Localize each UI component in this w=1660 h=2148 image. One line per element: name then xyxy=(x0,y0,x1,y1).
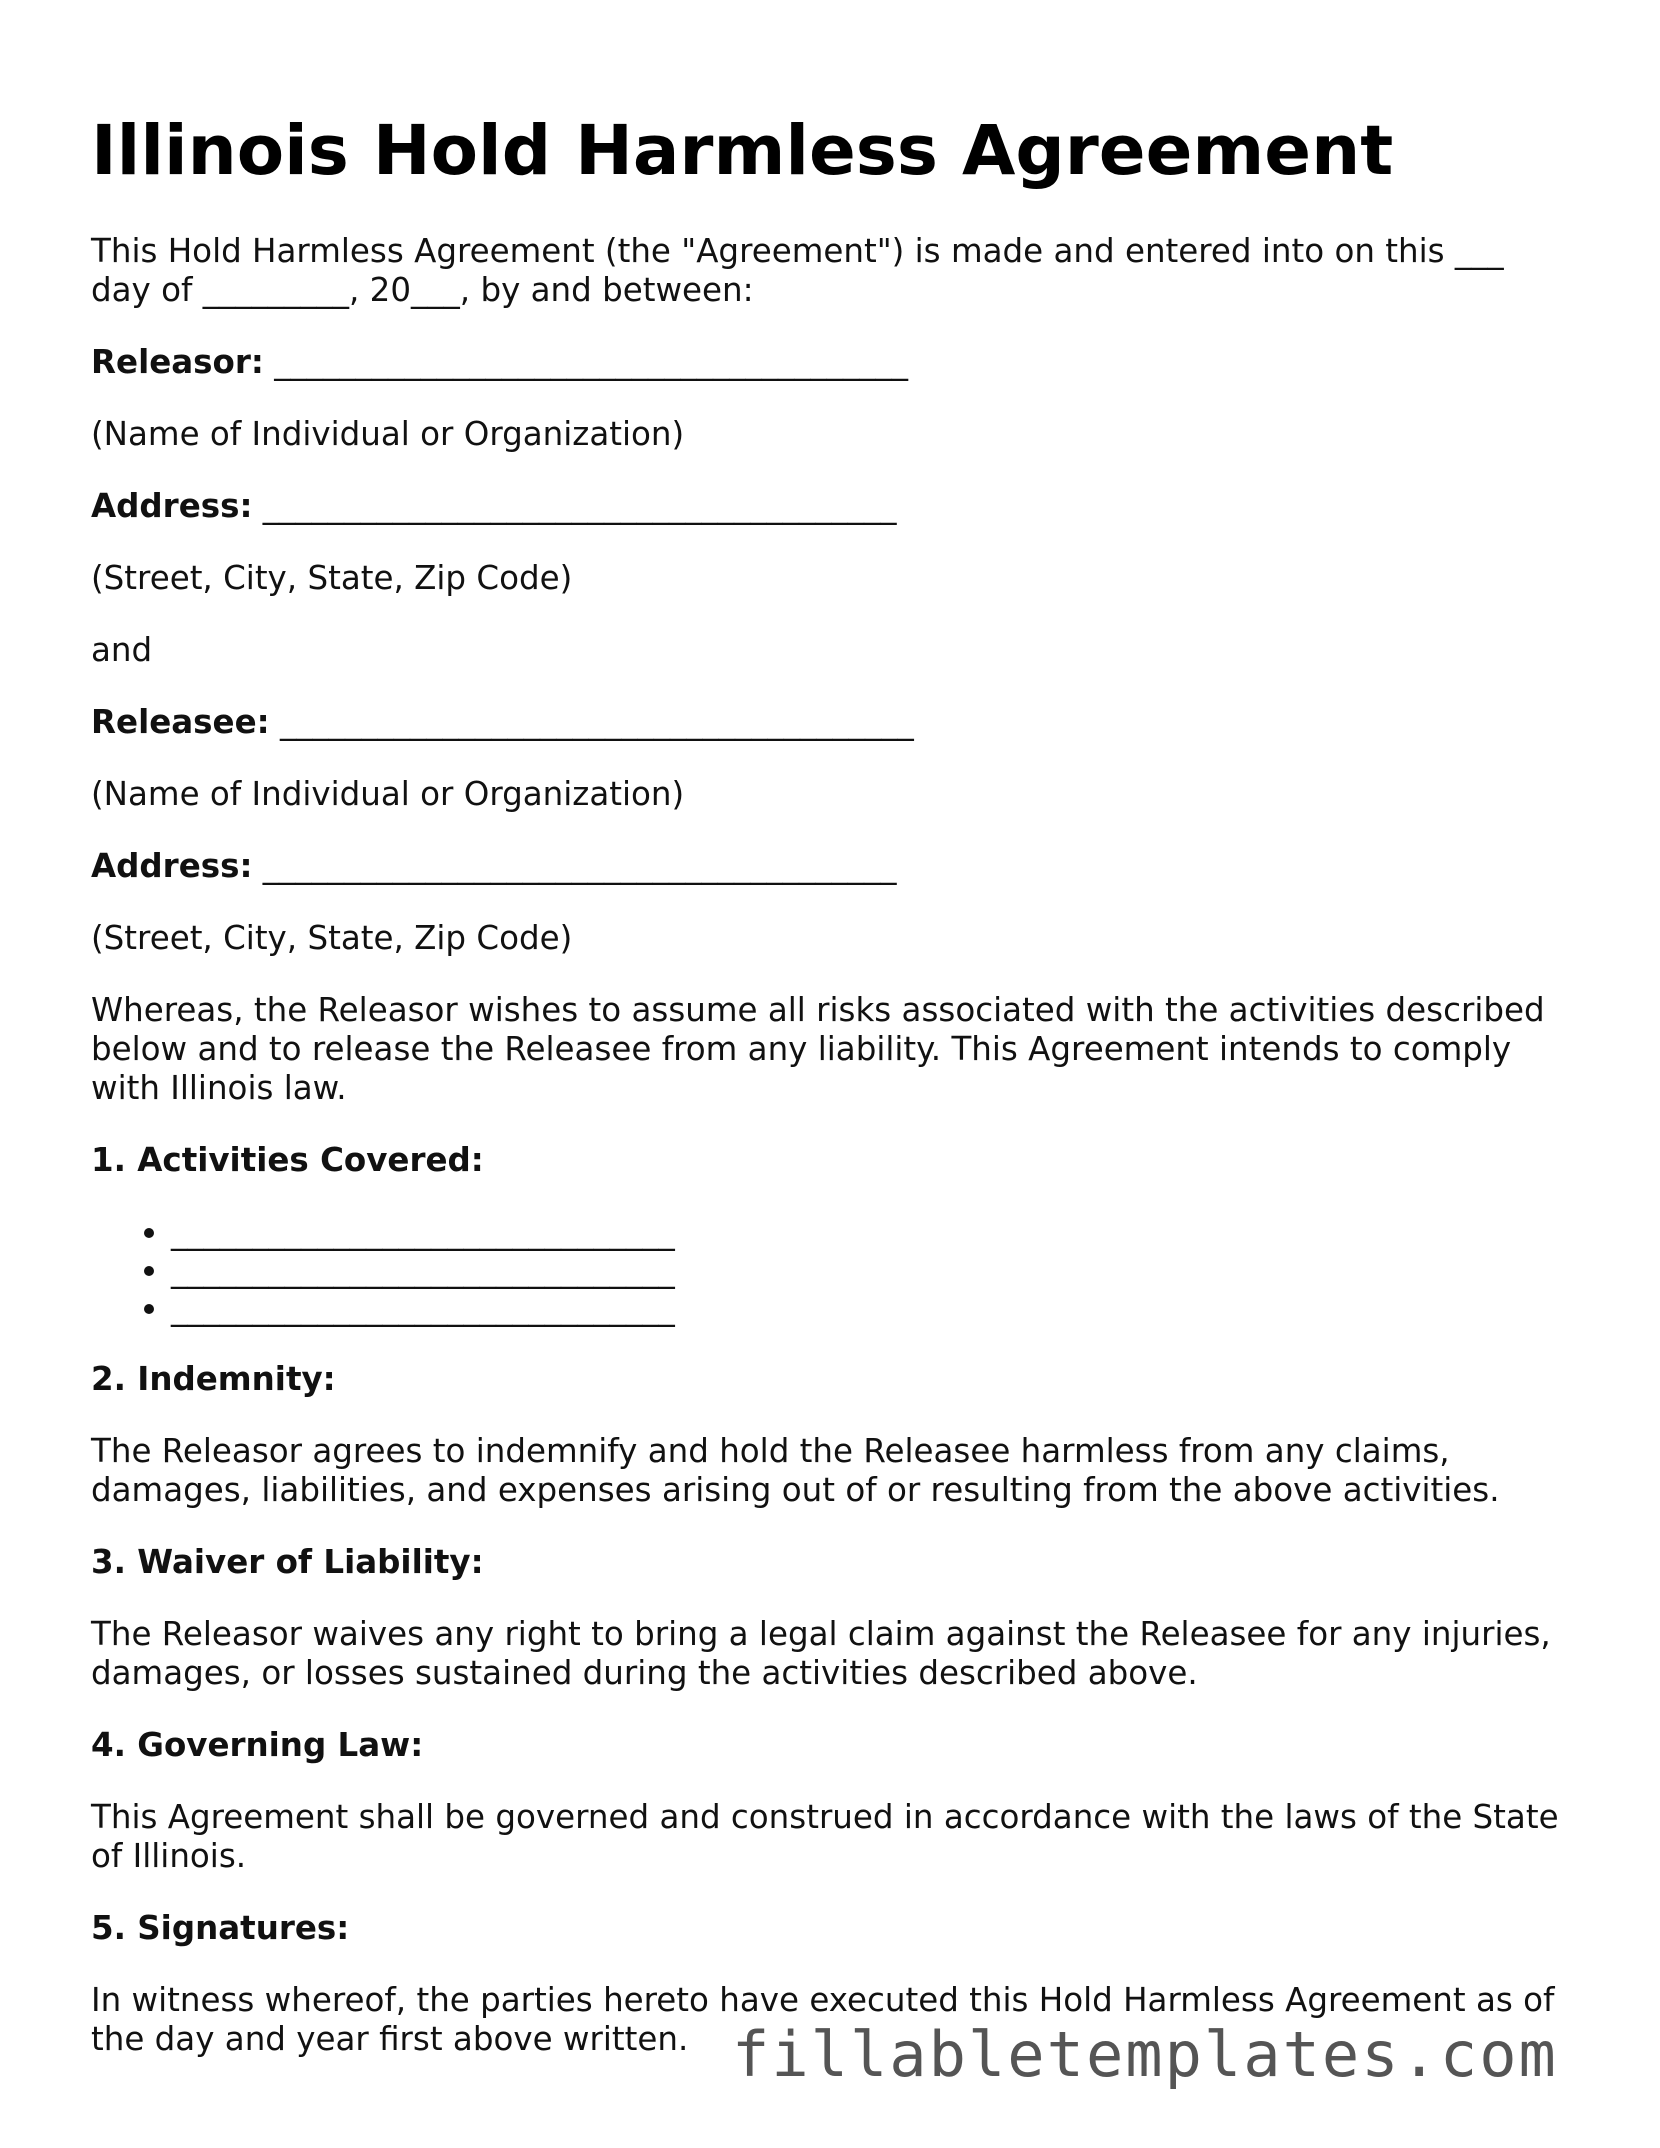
intro-paragraph: This Hold Harmless Agreement (the "Agreement") is made and entered into on this ___ day of _________, 20___, by and between: xyxy=(91,232,1504,309)
releasee-label: Releasee: xyxy=(91,703,270,741)
releasor-line xyxy=(91,343,1571,382)
releasee-name-blank[interactable]: _______________________________________ xyxy=(279,703,914,741)
waiver-text: The Releasor waives any right to bring a legal claim against the Releasee for any injuries, damages, or losses sustained during the activities described above. xyxy=(91,1615,1551,1692)
releasor-address-label: Address: xyxy=(91,487,253,525)
releasor-address-blank[interactable]: _______________________________________ xyxy=(262,487,897,525)
document-title: Illinois Hold Harmless Agreement xyxy=(91,111,1394,191)
releasor-address-hint: (Street, City, State, Zip Code) xyxy=(91,559,573,597)
releasee-address-blank[interactable]: _______________________________________ xyxy=(262,847,897,885)
governing-law-text: This Agreement shall be governed and construed in accordance with the laws of the State of Illinois. xyxy=(91,1798,1559,1875)
whereas-paragraph: Whereas, the Releasor wishes to assume all risks associated with the activities described below and to release the Releasee from any liability. This Agreement intends to comply with Illinois law. xyxy=(91,991,1545,1107)
activity-blank-1[interactable]: • _______________________________ xyxy=(171,1213,1571,1251)
releasee-address-hint: (Street, City, State, Zip Code) xyxy=(91,919,573,957)
releasor-name-blank[interactable]: _______________________________________ xyxy=(274,343,908,381)
releasor-label: Releasor: xyxy=(91,343,264,381)
releasor-address-line xyxy=(91,487,1571,526)
releasee-hint: (Name of Individual or Organization) xyxy=(91,775,685,813)
indemnity-text: The Releasor agrees to indemnify and hold the Releasee harmless from any claims, damages, liabilities, and expenses arising out of or resulting from the above activities. xyxy=(91,1432,1500,1509)
watermark: fillabletemplates.com xyxy=(732,2018,1558,2091)
governing-law-heading: 4. Governing Law: xyxy=(91,1726,424,1764)
releasee-line xyxy=(91,703,1571,742)
releasor-hint: (Name of Individual or Organization) xyxy=(91,415,685,453)
releasee-address-label: Address: xyxy=(91,847,253,885)
releasee-address-line xyxy=(91,847,1571,886)
activity-blank-2[interactable]: • _______________________________ xyxy=(171,1251,1571,1289)
and-text: and xyxy=(91,631,153,669)
activities-list xyxy=(91,1213,1571,1327)
document-page xyxy=(91,110,1571,2092)
indemnity-heading: 2. Indemnity: xyxy=(91,1360,336,1398)
waiver-heading: 3. Waiver of Liability: xyxy=(91,1543,484,1581)
activities-heading: 1. Activities Covered: xyxy=(91,1141,484,1179)
activity-blank-3[interactable]: • _______________________________ xyxy=(171,1289,1571,1327)
signatures-text: In witness whereof, the parties hereto have executed this Hold Harmless Agreement as of the day and year first above written. xyxy=(91,1981,1555,2058)
signatures-heading: 5. Signatures: xyxy=(91,1909,350,1947)
